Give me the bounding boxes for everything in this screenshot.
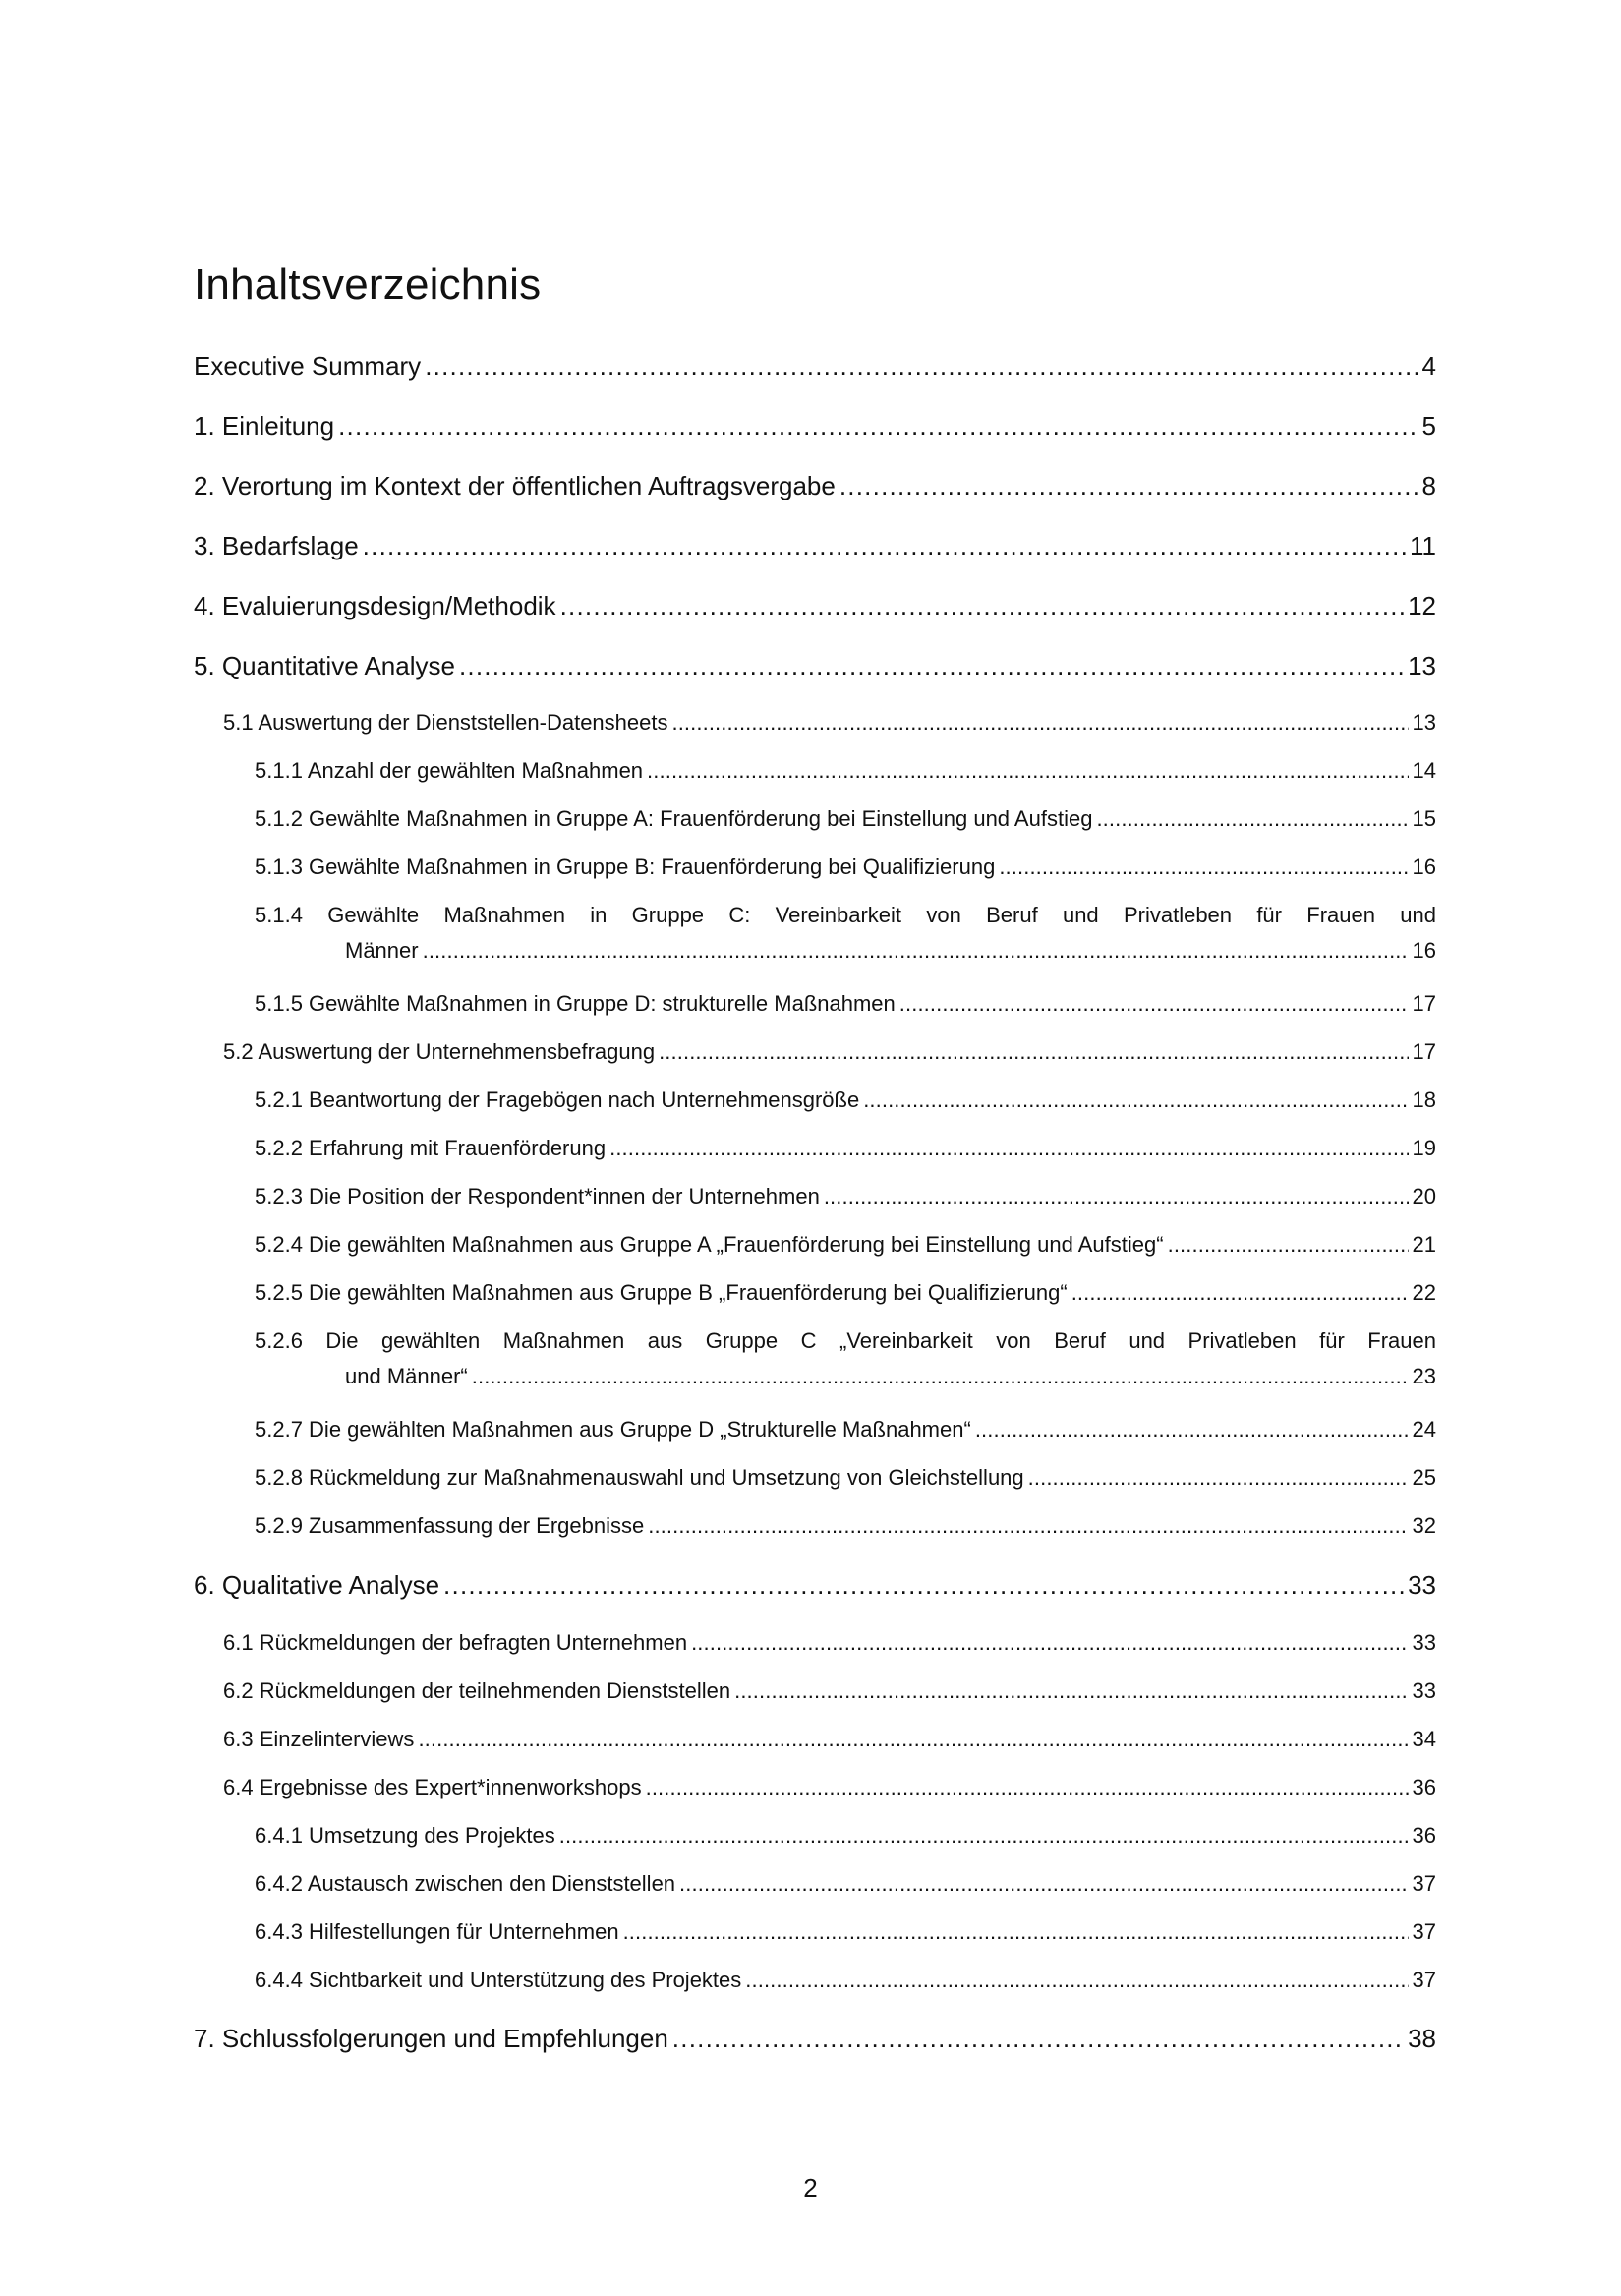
- toc-entry[interactable]: [194, 854, 1436, 880]
- dot-leader: [338, 411, 1418, 442]
- toc-page-number: 15: [1412, 806, 1436, 831]
- dot-leader: [623, 1919, 1409, 1945]
- dot-leader: [691, 1630, 1408, 1656]
- toc-label: 5.2.5 Die gewählten Maßnahmen aus Gruppe B „Frauenförderung bei Qualifizierung“: [255, 1280, 1068, 1305]
- toc-label: 5.1.1 Anzahl der gewählten Maßnahmen: [255, 758, 644, 783]
- toc-label: 5.2.2 Erfahrung mit Frauenförderung: [255, 1136, 607, 1160]
- dot-leader: [423, 938, 1409, 964]
- dot-leader: [745, 1968, 1408, 1993]
- dot-leader: [443, 1570, 1404, 1601]
- toc-page-number: 33: [1412, 1630, 1436, 1655]
- toc-page-number: 12: [1408, 591, 1436, 620]
- dot-leader: [647, 758, 1408, 784]
- toc-label: 7. Schlussfolgerungen und Empfehlungen: [194, 2024, 668, 2053]
- toc-entry-multiline[interactable]: [194, 903, 1436, 964]
- toc-entry[interactable]: [194, 1465, 1436, 1491]
- toc-label: Executive Summary: [194, 351, 422, 381]
- toc-entry[interactable]: [194, 1823, 1436, 1849]
- toc-label: 6.4.4 Sichtbarkeit und Unterstützung des Projektes: [255, 1968, 742, 1992]
- toc-page-number: 17: [1412, 1039, 1436, 1064]
- toc-label: 5.2.8 Rückmeldung zur Maßnahmenauswahl und Umsetzung von Gleichstellung: [255, 1465, 1024, 1490]
- toc-entry[interactable]: [194, 1678, 1436, 1704]
- toc-page-number: 32: [1412, 1513, 1436, 1538]
- toc-page-number: 23: [1412, 1364, 1436, 1388]
- toc-page-number: 37: [1412, 1871, 1436, 1896]
- dot-leader: [671, 710, 1408, 736]
- dot-leader: [559, 1823, 1409, 1849]
- toc-label: 5.2 Auswertung der Unternehmensbefragung: [223, 1039, 656, 1064]
- toc-label: 5.1.2 Gewählte Maßnahmen in Gruppe A: Frauenförderung bei Einstellung und Aufstieg: [255, 806, 1093, 831]
- toc-entry[interactable]: [194, 651, 1436, 681]
- toc-label: 2. Verortung im Kontext der öffentlichen Auftragsvergabe: [194, 471, 836, 500]
- page-title: Inhaltsverzeichnis: [194, 261, 542, 310]
- toc-entry[interactable]: [194, 2024, 1436, 2054]
- toc-page-number: 38: [1408, 2024, 1436, 2053]
- dot-leader: [659, 1039, 1408, 1065]
- toc-page-number: 11: [1410, 531, 1436, 560]
- toc-label: 5.1 Auswertung der Dienststellen-Datensheets: [223, 710, 668, 735]
- toc-label: 5.1.3 Gewählte Maßnahmen in Gruppe B: Frauenförderung bei Qualifizierung: [255, 854, 996, 879]
- dot-leader: [1028, 1465, 1409, 1491]
- toc-entry[interactable]: [194, 1280, 1436, 1306]
- toc-entry[interactable]: [194, 1919, 1436, 1945]
- toc-entry[interactable]: [194, 1417, 1436, 1442]
- toc-page-number: 37: [1412, 1919, 1436, 1944]
- dot-leader: [418, 1727, 1408, 1752]
- toc-page-number: 13: [1408, 651, 1436, 680]
- page-number: 2: [803, 2173, 818, 2203]
- toc-entry[interactable]: [194, 1727, 1436, 1752]
- toc-entry[interactable]: [194, 591, 1436, 621]
- dot-leader: [425, 351, 1418, 382]
- toc-page-number: 16: [1412, 938, 1436, 963]
- toc-label: 6. Qualitative Analyse: [194, 1570, 440, 1600]
- dot-leader: [863, 1088, 1408, 1113]
- toc-page-number: 36: [1412, 1823, 1436, 1848]
- toc-entry[interactable]: [194, 991, 1436, 1017]
- toc-entry[interactable]: [194, 471, 1436, 501]
- toc-entry[interactable]: [194, 1232, 1436, 1258]
- toc-label: 6.1 Rückmeldungen der befragten Unternehmen: [223, 1630, 688, 1655]
- toc-label: 5. Quantitative Analyse: [194, 651, 455, 680]
- toc-entry[interactable]: [194, 1039, 1436, 1065]
- toc-entry[interactable]: [194, 1630, 1436, 1656]
- toc-page-number: 22: [1412, 1280, 1436, 1305]
- toc-entry[interactable]: [194, 1136, 1436, 1161]
- dot-leader: [1071, 1280, 1409, 1306]
- toc-page-number: 14: [1412, 758, 1436, 783]
- toc-label: 6.4.1 Umsetzung des Projektes: [255, 1823, 555, 1848]
- toc-label: 6.4.2 Austausch zwischen den Dienststellen: [255, 1871, 676, 1896]
- toc-page-number: 25: [1412, 1465, 1436, 1490]
- toc-page-number: 33: [1408, 1570, 1436, 1600]
- dot-leader: [459, 651, 1404, 681]
- toc-page-number: 37: [1412, 1968, 1436, 1992]
- toc-label: 1. Einleitung: [194, 411, 335, 441]
- toc-entry[interactable]: [194, 1871, 1436, 1897]
- toc-label: 5.2.9 Zusammenfassung der Ergebnisse: [255, 1513, 645, 1538]
- toc-label: 5.2.4 Die gewählten Maßnahmen aus Gruppe A „Frauenförderung bei Einstellung und Aufstieg“: [255, 1232, 1164, 1257]
- dot-leader: [609, 1136, 1408, 1161]
- toc-entry[interactable]: [194, 411, 1436, 442]
- toc-label: 6.4 Ergebnisse des Expert*innenworkshops: [223, 1775, 642, 1799]
- toc-entry[interactable]: [194, 710, 1436, 736]
- toc-page-number: 36: [1412, 1775, 1436, 1799]
- dot-leader: [648, 1513, 1408, 1539]
- toc-page-number: 4: [1421, 351, 1436, 381]
- dot-leader: [999, 854, 1408, 880]
- toc-entry[interactable]: [194, 1570, 1436, 1601]
- dot-leader: [472, 1364, 1409, 1389]
- toc-label-line2: und Männer“: [345, 1364, 468, 1388]
- toc-entry[interactable]: [194, 1513, 1436, 1539]
- toc-entry[interactable]: [194, 806, 1436, 832]
- toc-page-number: 24: [1412, 1417, 1436, 1442]
- toc-page-number: 34: [1412, 1727, 1436, 1751]
- toc-entry-multiline[interactable]: [194, 1328, 1436, 1389]
- toc-label-line1: 5.1.4 Gewählte Maßnahmen in Gruppe C: Vereinbarkeit von Beruf und Privatleben für Frauen und: [255, 903, 1436, 927]
- toc-label: 6.4.3 Hilfestellungen für Unternehmen: [255, 1919, 619, 1944]
- toc-entry[interactable]: [194, 351, 1436, 382]
- toc-entry[interactable]: [194, 1184, 1436, 1209]
- toc-label-line1: 5.2.6 Die gewählten Maßnahmen aus Gruppe C „Vereinbarkeit von Beruf und Privatleben für Frauen: [255, 1328, 1436, 1353]
- dot-leader: [679, 1871, 1408, 1897]
- toc-entry[interactable]: [194, 1968, 1436, 1993]
- toc-page-number: 13: [1412, 710, 1436, 735]
- dot-leader: [824, 1184, 1409, 1209]
- toc-label: 4. Evaluierungsdesign/Methodik: [194, 591, 556, 620]
- dot-leader: [839, 471, 1418, 501]
- toc-page-number: 16: [1412, 854, 1436, 879]
- dot-leader: [975, 1417, 1409, 1442]
- toc-entry[interactable]: [194, 1088, 1436, 1113]
- toc-label: 5.1.5 Gewählte Maßnahmen in Gruppe D: strukturelle Maßnahmen: [255, 991, 896, 1016]
- toc-label: 5.2.1 Beantwortung der Fragebögen nach Unternehmensgröße: [255, 1088, 860, 1112]
- toc-page-number: 18: [1412, 1088, 1436, 1112]
- toc-label: 6.3 Einzelinterviews: [223, 1727, 415, 1751]
- dot-leader: [646, 1775, 1409, 1800]
- toc-entry[interactable]: [194, 758, 1436, 784]
- toc-label: 5.2.3 Die Position der Respondent*innen der Unternehmen: [255, 1184, 820, 1208]
- toc-label: 6.2 Rückmeldungen der teilnehmenden Dienststellen: [223, 1678, 731, 1703]
- dot-leader: [672, 2024, 1404, 2054]
- toc-page-number: 33: [1412, 1678, 1436, 1703]
- toc-label-line2: Männer: [345, 938, 419, 963]
- toc-label: 5.2.7 Die gewählten Maßnahmen aus Gruppe D „Strukturelle Maßnahmen“: [255, 1417, 971, 1442]
- dot-leader: [899, 991, 1409, 1017]
- dot-leader: [1168, 1232, 1409, 1258]
- toc-page-number: 17: [1412, 991, 1436, 1016]
- toc-page-number: 19: [1412, 1136, 1436, 1160]
- toc-entry[interactable]: [194, 1775, 1436, 1800]
- dot-leader: [560, 591, 1405, 621]
- toc-page-number: 21: [1412, 1232, 1436, 1257]
- toc-label: 3. Bedarfslage: [194, 531, 359, 560]
- toc-page-number: 5: [1421, 411, 1436, 441]
- toc-page-number: 20: [1412, 1184, 1436, 1208]
- toc-page-number: 8: [1421, 471, 1436, 500]
- dot-leader: [734, 1678, 1408, 1704]
- dot-leader: [1096, 806, 1408, 832]
- dot-leader: [363, 531, 1406, 561]
- toc-entry[interactable]: [194, 531, 1436, 561]
